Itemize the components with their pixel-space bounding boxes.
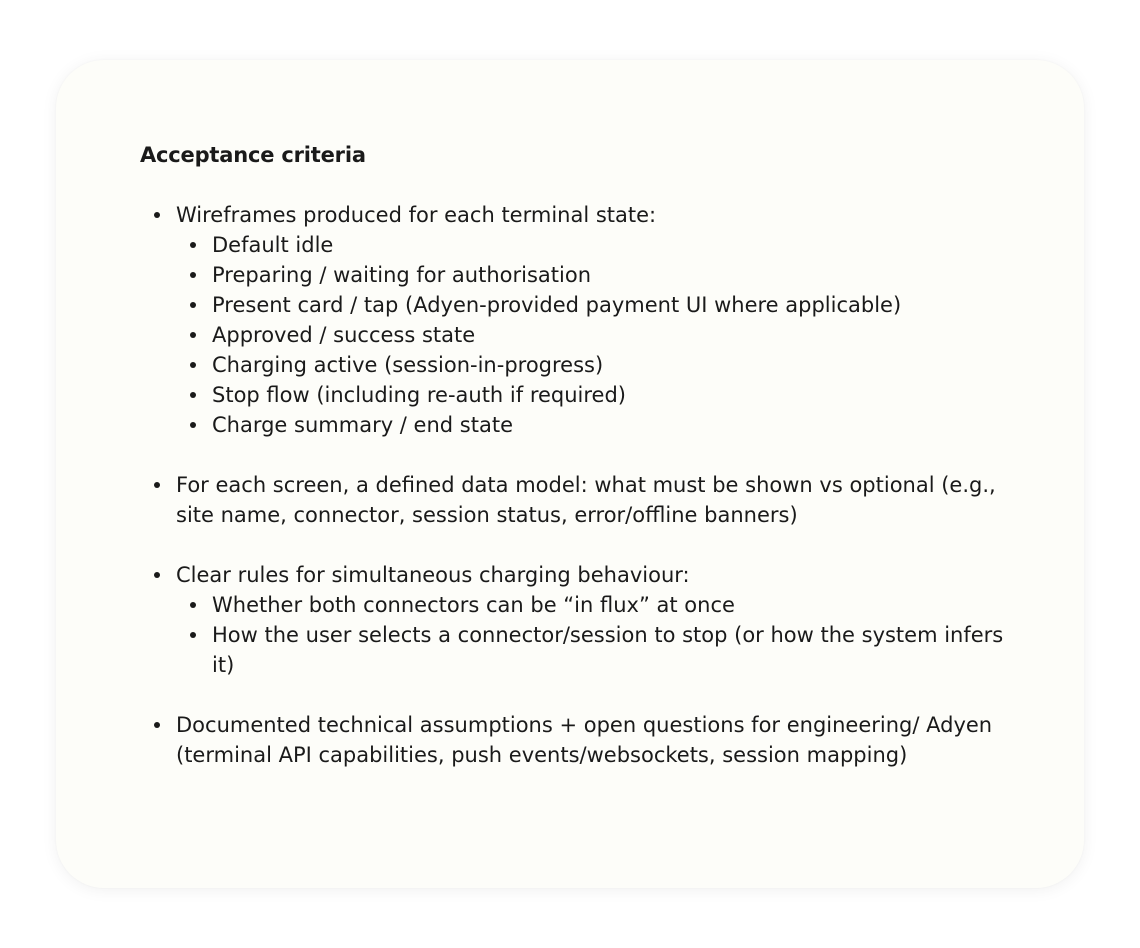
bullet-icon bbox=[190, 632, 196, 638]
document-body bbox=[140, 140, 1020, 800]
bullet-icon bbox=[190, 602, 196, 608]
bullet-icon bbox=[190, 422, 196, 428]
sub-item bbox=[176, 320, 1020, 350]
criteria-list bbox=[140, 200, 1020, 770]
bullet-icon bbox=[154, 482, 160, 488]
bullet-icon bbox=[190, 272, 196, 278]
criteria-text: For each screen, a defined data model: what must be shown vs optional (e.g., site name, connector, session status, error/offline banners) bbox=[176, 473, 996, 527]
sub-item-text: Stop flow (including re-auth if required) bbox=[212, 383, 627, 407]
criteria-item bbox=[140, 470, 1020, 530]
bullet-icon bbox=[190, 302, 196, 308]
content-card bbox=[56, 60, 1084, 888]
criteria-text: Documented technical assumptions + open questions for engineering/ Adyen (terminal API capabilities, push events/websockets, session mapping) bbox=[176, 713, 993, 767]
bullet-icon bbox=[190, 362, 196, 368]
sub-item bbox=[176, 350, 1020, 380]
sub-item-text: Present card / tap (Adyen-provided payment UI where applicable) bbox=[212, 293, 902, 317]
bullet-icon bbox=[154, 212, 160, 218]
bullet-icon bbox=[154, 722, 160, 728]
sub-item bbox=[176, 620, 1020, 680]
bullet-icon bbox=[190, 392, 196, 398]
sub-item-text: Charging active (session-in-progress) bbox=[212, 353, 604, 377]
sub-list bbox=[176, 590, 1020, 680]
sub-item-text: Whether both connectors can be “in flux” at once bbox=[212, 593, 735, 617]
sub-item bbox=[176, 230, 1020, 260]
section-heading: Acceptance criteria bbox=[140, 143, 366, 167]
sub-item bbox=[176, 590, 1020, 620]
criteria-item bbox=[140, 560, 1020, 680]
bullet-icon bbox=[154, 572, 160, 578]
sub-item bbox=[176, 290, 1020, 320]
criteria-text: Wireframes produced for each terminal state: bbox=[176, 203, 657, 227]
criteria-item bbox=[140, 200, 1020, 440]
bullet-icon bbox=[190, 332, 196, 338]
sub-item bbox=[176, 410, 1020, 440]
sub-item-text: Approved / success state bbox=[212, 323, 476, 347]
sub-item-text: Default idle bbox=[212, 233, 334, 257]
sub-item bbox=[176, 260, 1020, 290]
sub-item-text: How the user selects a connector/session to stop (or how the system infers it) bbox=[212, 623, 1004, 677]
sub-list bbox=[176, 230, 1020, 440]
criteria-text: Clear rules for simultaneous charging behaviour: bbox=[176, 563, 690, 587]
bullet-icon bbox=[190, 242, 196, 248]
sub-item bbox=[176, 380, 1020, 410]
criteria-item bbox=[140, 710, 1020, 770]
sub-item-text: Preparing / waiting for authorisation bbox=[212, 263, 592, 287]
sub-item-text: Charge summary / end state bbox=[212, 413, 513, 437]
